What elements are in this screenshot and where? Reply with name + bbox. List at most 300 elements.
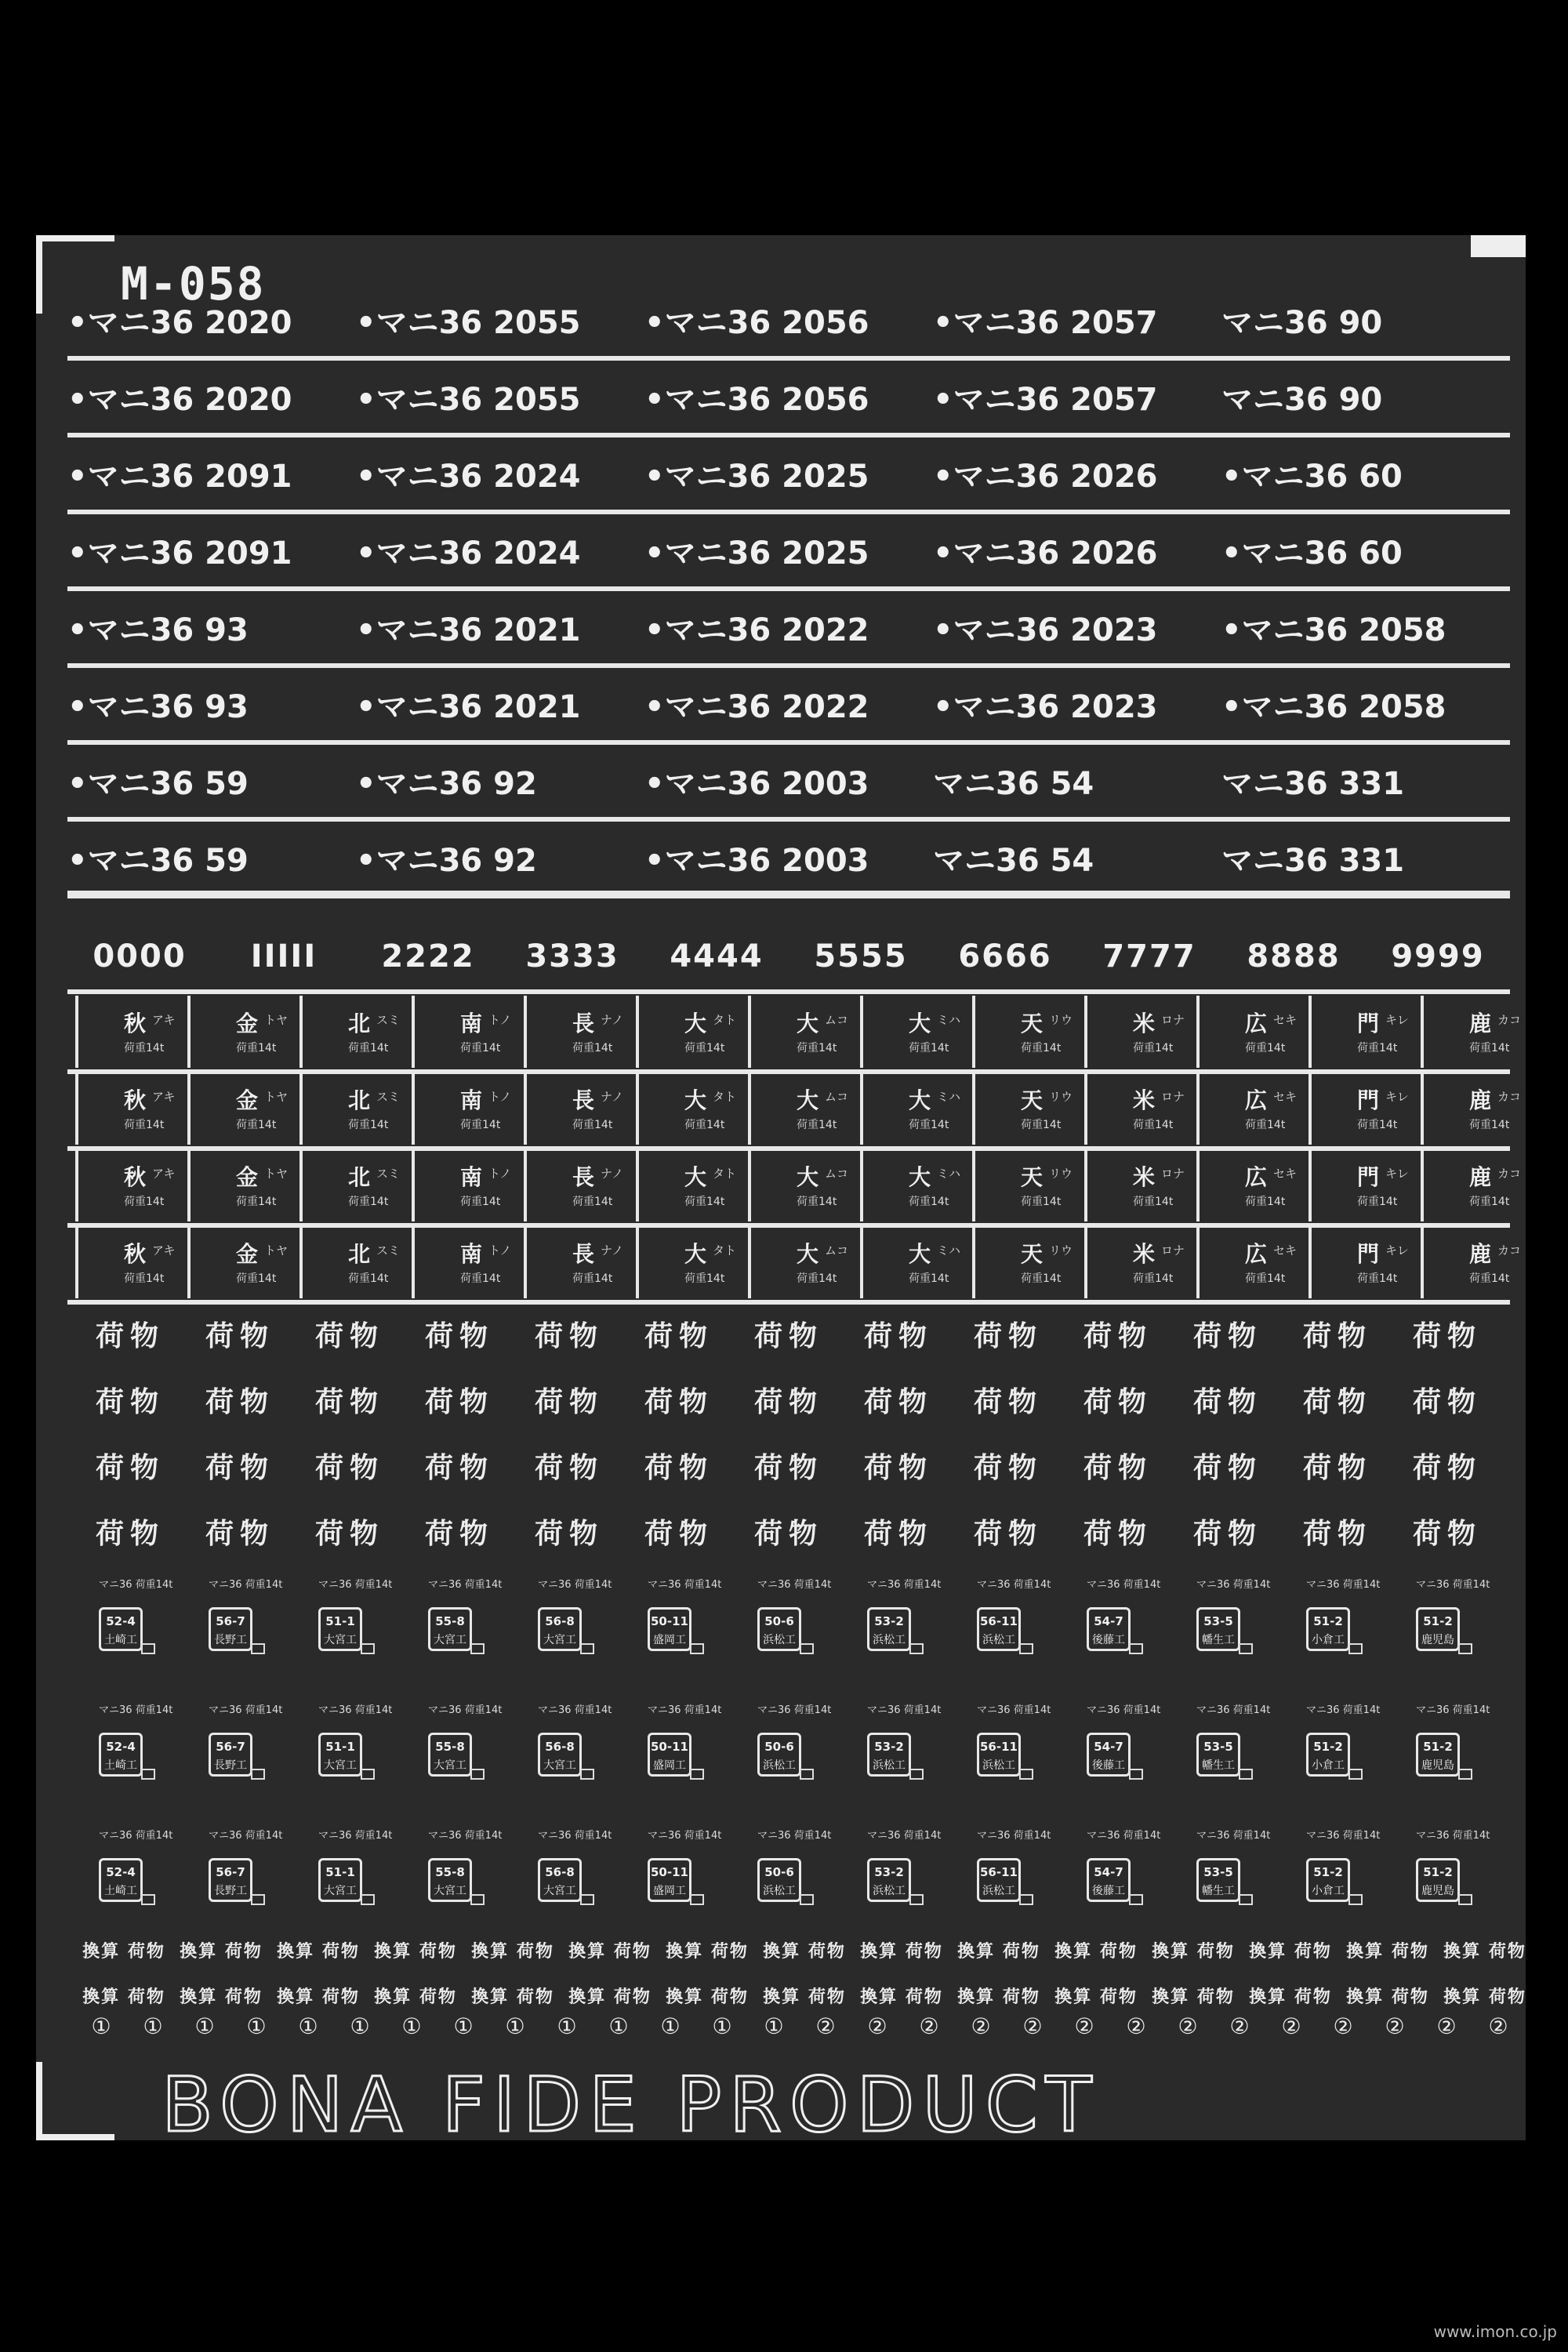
- plate-header: マニ36 荷重14t: [1196, 1579, 1271, 1591]
- plate-maker: 小倉工: [1312, 1759, 1345, 1772]
- plate-tag: [800, 1894, 814, 1905]
- circle-number: ①: [298, 2013, 318, 2039]
- depot-kana: トヤ: [264, 1090, 289, 1104]
- plate-frame: [867, 1858, 911, 1902]
- depot-kana: ナノ: [601, 1090, 623, 1104]
- plate-tag: [1458, 1769, 1472, 1780]
- separator-line: [67, 1300, 1510, 1305]
- builder-plate: [624, 1701, 734, 1795]
- cargo-label: 荷物: [1083, 1320, 1152, 1352]
- plate-tag: [1129, 1894, 1143, 1905]
- depot-kana: ムコ: [825, 1243, 849, 1258]
- car-number: •マニ36 2058: [1221, 689, 1446, 725]
- depot-kana: ロナ: [1161, 1167, 1185, 1181]
- separator-line: [67, 740, 1510, 745]
- plate-maker: 長野工: [214, 1634, 247, 1646]
- plate-tag: [1129, 1769, 1143, 1780]
- builder-plate: [1392, 1827, 1502, 1921]
- plate-number: 50-6: [764, 1865, 794, 1879]
- number-row: [67, 365, 1510, 435]
- cargo-label: 荷物: [1302, 1320, 1372, 1352]
- circle-number: ②: [971, 2013, 991, 2039]
- brand-text: BONA FIDE PRODUCT: [162, 2061, 1100, 2149]
- plate-frame: [538, 1607, 582, 1651]
- depot-mark: [412, 996, 521, 1068]
- depot-name: 鹿: [1469, 1087, 1492, 1113]
- depot-load: 荷重14t: [460, 1042, 501, 1054]
- car-number: •マニ36 2023: [933, 612, 1158, 648]
- depot-mark: [524, 996, 633, 1068]
- plate-number: 51-2: [1313, 1614, 1343, 1628]
- plate-number: 53-5: [1203, 1614, 1233, 1628]
- plate-tag: [1348, 1894, 1363, 1905]
- credit-text: www.imon.co.jp: [1433, 2322, 1557, 2341]
- circle-number: ①: [764, 2013, 784, 2039]
- depot-mark: [860, 996, 969, 1068]
- circle-number: ①: [246, 2013, 267, 2039]
- plate-maker: 後藤工: [1092, 1634, 1125, 1646]
- plate-tag: [1458, 1643, 1472, 1654]
- depot-load: 荷重14t: [797, 1272, 837, 1285]
- plate-maker: 鹿児島: [1421, 1885, 1454, 1897]
- plate-tag: [470, 1769, 485, 1780]
- depot-load: 荷重14t: [1021, 1042, 1062, 1054]
- plate-maker: 後藤工: [1092, 1885, 1125, 1897]
- depot-load: 荷重14t: [124, 1042, 165, 1054]
- cargo-label: 荷物: [314, 1386, 384, 1418]
- depot-load: 荷重14t: [1357, 1196, 1398, 1208]
- depot-load: 荷重14t: [1133, 1272, 1174, 1285]
- car-number: •マニ36 2021: [356, 689, 581, 725]
- plate-frame: [648, 1858, 691, 1902]
- depot-name: 秋: [124, 1241, 147, 1267]
- plate-number: 51-1: [325, 1740, 355, 1754]
- plate-header: マニ36 荷重14t: [1416, 1579, 1490, 1591]
- depot-mark: [412, 1149, 521, 1221]
- plate-maker: 浜松工: [763, 1885, 796, 1897]
- circle-number: ②: [1074, 2013, 1094, 2039]
- plate-number: 50-11: [651, 1865, 688, 1879]
- depot-kana: キレ: [1385, 1013, 1409, 1027]
- conversion-mark: 換算 荷物: [82, 1987, 165, 2007]
- plate-maker: 浜松工: [873, 1634, 906, 1646]
- conversion-mark: 換算 荷物: [374, 1942, 457, 1962]
- plate-number: 53-2: [874, 1614, 904, 1628]
- cargo-label: 荷物: [863, 1386, 933, 1418]
- plate-header: マニ36 荷重14t: [1196, 1830, 1271, 1842]
- depot-kana: トノ: [488, 1167, 512, 1181]
- plate-number: 54-7: [1094, 1740, 1123, 1754]
- cargo-label: 荷物: [314, 1452, 384, 1484]
- plate-maker: 小倉工: [1312, 1885, 1345, 1897]
- plate-frame: [648, 1733, 691, 1777]
- plate-maker: 浜松工: [982, 1759, 1015, 1772]
- circle-number: ②: [1126, 2013, 1146, 2039]
- plate-number: 55-8: [435, 1740, 465, 1754]
- depot-mark: [860, 1073, 969, 1145]
- circle-number: ①: [91, 2013, 111, 2039]
- depot-name: 天: [1021, 1241, 1044, 1267]
- car-number: •マニ36 2025: [644, 459, 869, 495]
- depot-mark: [1084, 996, 1193, 1068]
- plate-maker: 浜松工: [873, 1885, 906, 1897]
- car-number: •マニ36 2026: [933, 535, 1158, 572]
- depot-kana: アキ: [152, 1013, 176, 1027]
- plate-header: マニ36 荷重14t: [977, 1830, 1051, 1842]
- plate-number: 56-11: [980, 1865, 1018, 1879]
- conversion-mark: 換算 荷物: [763, 1942, 846, 1962]
- plate-row: [75, 1827, 1534, 1921]
- depot-mark: [1084, 1149, 1193, 1221]
- digit-group: 8888: [1247, 938, 1341, 975]
- builder-plate: [514, 1701, 624, 1795]
- cargo-label: 荷物: [1412, 1386, 1482, 1418]
- circle-number: ②: [919, 2013, 939, 2039]
- cargo-label: 荷物: [1412, 1452, 1482, 1484]
- conversion-mark: 換算 荷物: [1152, 1942, 1235, 1962]
- conversion-mark: 換算 荷物: [471, 1987, 554, 2007]
- plate-header: マニ36 荷重14t: [1196, 1704, 1271, 1716]
- cargo-row: [75, 1441, 1534, 1496]
- cargo-label: 荷物: [973, 1518, 1043, 1550]
- depot-load: 荷重14t: [348, 1042, 389, 1054]
- cargo-label: 荷物: [1083, 1518, 1152, 1550]
- plate-frame: [1087, 1607, 1131, 1651]
- plate-tag: [141, 1643, 155, 1654]
- car-number: •マニ36 59: [67, 766, 249, 802]
- plate-maker: 浜松工: [982, 1885, 1015, 1897]
- depot-mark: [748, 1073, 857, 1145]
- plate-number: 52-4: [106, 1740, 136, 1754]
- depot-name: 大: [909, 1241, 931, 1267]
- sheet-code: M-058: [121, 257, 266, 310]
- cargo-label: 荷物: [95, 1452, 165, 1484]
- car-number: •マニ36 2020: [67, 382, 292, 418]
- depot-name: 南: [460, 1011, 483, 1036]
- depot-name: 門: [1357, 1087, 1380, 1113]
- plate-maker: 大宮工: [434, 1885, 466, 1897]
- plate-header: マニ36 荷重14t: [1306, 1704, 1381, 1716]
- depot-kana: カコ: [1497, 1243, 1522, 1258]
- depot-kana: カコ: [1497, 1013, 1522, 1027]
- conversion-mark: 換算 荷物: [957, 1942, 1040, 1962]
- circle-mark-row: [75, 2007, 1534, 2046]
- car-number: •マニ36 2056: [644, 382, 869, 418]
- number-row: [67, 672, 1510, 742]
- plate-number: 52-4: [106, 1614, 136, 1628]
- circle-number: ②: [1022, 2013, 1043, 2039]
- builder-plate: [1283, 1827, 1392, 1921]
- separator-line: [67, 663, 1510, 668]
- depot-load: 荷重14t: [572, 1196, 613, 1208]
- depot-name: 北: [348, 1241, 371, 1267]
- plate-maker: 盛岡工: [653, 1759, 686, 1772]
- plate-header: マニ36 荷重14t: [538, 1579, 612, 1591]
- conversion-mark: 換算 荷物: [1443, 1942, 1526, 1962]
- separator-line: [67, 586, 1510, 591]
- builder-plate: [185, 1701, 295, 1795]
- plate-number: 53-5: [1203, 1740, 1233, 1754]
- depot-kana: キレ: [1385, 1243, 1409, 1258]
- car-number: •マニ36 2091: [67, 535, 292, 572]
- depot-kana: ナノ: [601, 1167, 623, 1181]
- car-number: •マニ36 2055: [356, 305, 581, 341]
- car-number: •マニ36 60: [1221, 535, 1403, 572]
- conversion-mark: 換算 荷物: [860, 1987, 943, 2007]
- depot-mark: [1308, 1226, 1417, 1298]
- cargo-label: 荷物: [424, 1452, 494, 1484]
- circle-number: ②: [815, 2013, 836, 2039]
- depot-mark: [636, 996, 745, 1068]
- plate-number: 50-11: [651, 1614, 688, 1628]
- plate-tag: [361, 1894, 375, 1905]
- builder-plate: [75, 1827, 185, 1921]
- depot-name: 北: [348, 1164, 371, 1190]
- plate-frame: [209, 1607, 252, 1651]
- plate-header: マニ36 荷重14t: [757, 1704, 832, 1716]
- plate-maker: 大宮工: [543, 1885, 576, 1897]
- plate-maker: 大宮工: [434, 1634, 466, 1646]
- plate-number: 54-7: [1094, 1614, 1123, 1628]
- builder-plate: [953, 1827, 1063, 1921]
- cargo-label: 荷物: [95, 1518, 165, 1550]
- conversion-mark: 換算 荷物: [860, 1942, 943, 1962]
- number-row: [67, 595, 1510, 666]
- depot-name: 大: [797, 1087, 819, 1113]
- conversion-mark: 換算 荷物: [568, 1987, 652, 2007]
- depot-kana: リウ: [1049, 1243, 1073, 1258]
- plate-frame: [428, 1607, 472, 1651]
- builder-plate: [953, 1701, 1063, 1795]
- plate-header: マニ36 荷重14t: [648, 1704, 722, 1716]
- cargo-label: 荷物: [1302, 1518, 1372, 1550]
- plate-frame: [1087, 1858, 1131, 1902]
- plate-header: マニ36 荷重14t: [757, 1830, 832, 1842]
- plate-maker: 長野工: [214, 1885, 247, 1897]
- cargo-label: 荷物: [753, 1386, 823, 1418]
- plate-tag: [1019, 1643, 1033, 1654]
- car-number: •マニ36 2022: [644, 612, 869, 648]
- car-number: マニ36 331: [1221, 766, 1405, 802]
- plate-tag: [1348, 1643, 1363, 1654]
- depot-mark: [187, 1226, 296, 1298]
- digit-row: [67, 925, 1510, 988]
- plate-maker: 浜松工: [982, 1634, 1015, 1646]
- car-number: •マニ36 2058: [1221, 612, 1446, 648]
- depot-name: 広: [1245, 1241, 1268, 1267]
- plate-tag: [1239, 1894, 1253, 1905]
- plate-tag: [141, 1894, 155, 1905]
- plate-header: マニ36 荷重14t: [867, 1579, 942, 1591]
- depot-load: 荷重14t: [1245, 1196, 1286, 1208]
- plate-header: マニ36 荷重14t: [977, 1579, 1051, 1591]
- plate-frame: [428, 1733, 472, 1777]
- depot-kana: キレ: [1385, 1090, 1409, 1104]
- plate-tag: [690, 1643, 704, 1654]
- depot-kana: アキ: [152, 1090, 176, 1104]
- car-number: •マニ36 2056: [644, 305, 869, 341]
- depot-load: 荷重14t: [572, 1119, 613, 1131]
- builder-plate: [1392, 1576, 1502, 1670]
- digit-group: 5555: [814, 938, 908, 975]
- depot-mark: [412, 1226, 521, 1298]
- plate-number: 54-7: [1094, 1865, 1123, 1879]
- depot-kana: ムコ: [825, 1013, 849, 1027]
- plate-frame: [1306, 1858, 1350, 1902]
- separator-line: [67, 817, 1510, 822]
- digit-group: 9999: [1391, 938, 1485, 975]
- depot-mark: [748, 996, 857, 1068]
- depot-kana: タト: [713, 1013, 737, 1027]
- plate-tag: [580, 1643, 594, 1654]
- plate-tag: [909, 1894, 924, 1905]
- builder-plate: [1283, 1576, 1392, 1670]
- car-number: マニ36 90: [1221, 382, 1383, 418]
- builder-plate: [844, 1576, 953, 1670]
- depot-kana: トノ: [488, 1243, 512, 1258]
- plate-number: 53-2: [874, 1865, 904, 1879]
- circle-number: ②: [867, 2013, 887, 2039]
- plate-header: マニ36 荷重14t: [428, 1579, 503, 1591]
- plate-tag: [1129, 1643, 1143, 1654]
- depot-load: 荷重14t: [348, 1119, 389, 1131]
- cargo-label: 荷物: [644, 1518, 713, 1550]
- plate-tag: [580, 1894, 594, 1905]
- depot-kana: リウ: [1049, 1013, 1073, 1027]
- plate-number: 51-1: [325, 1614, 355, 1628]
- builder-plate: [1283, 1701, 1392, 1795]
- plate-number: 53-5: [1203, 1865, 1233, 1879]
- depot-load: 荷重14t: [1133, 1196, 1174, 1208]
- circle-number: ②: [1333, 2013, 1353, 2039]
- corner-mark-bottom-left-v: [36, 2062, 42, 2140]
- number-row: [67, 288, 1510, 358]
- plate-tag: [580, 1769, 594, 1780]
- conversion-mark: 換算 荷物: [1249, 1987, 1332, 2007]
- plate-maker: 鹿児島: [1421, 1634, 1454, 1646]
- plate-maker: 浜松工: [763, 1759, 796, 1772]
- cargo-label: 荷物: [1412, 1518, 1482, 1550]
- depot-mark: [1421, 996, 1530, 1068]
- depot-load: 荷重14t: [1469, 1119, 1510, 1131]
- plate-frame: [648, 1607, 691, 1651]
- plate-number: 51-2: [1423, 1865, 1453, 1879]
- depot-load: 荷重14t: [572, 1272, 613, 1285]
- depot-name: 長: [572, 1164, 595, 1190]
- separator-line: [67, 989, 1510, 994]
- plate-maker: 土崎工: [104, 1759, 137, 1772]
- digit-group: 7777: [1102, 938, 1196, 975]
- digit-group: 3333: [525, 938, 619, 975]
- builder-plate: [185, 1576, 295, 1670]
- depot-kana: キレ: [1385, 1167, 1409, 1181]
- plate-header: マニ36 荷重14t: [1306, 1579, 1381, 1591]
- plate-frame: [538, 1858, 582, 1902]
- conversion-mark: 換算 荷物: [763, 1987, 846, 2007]
- plate-tag: [361, 1769, 375, 1780]
- plate-tag: [800, 1769, 814, 1780]
- car-number: •マニ36 93: [67, 689, 249, 725]
- cargo-label: 荷物: [534, 1386, 604, 1418]
- number-row: [67, 749, 1510, 819]
- depot-mark: [972, 996, 1081, 1068]
- depot-load: 荷重14t: [236, 1119, 277, 1131]
- builder-plate: [75, 1576, 185, 1670]
- plate-frame: [757, 1858, 801, 1902]
- depot-mark: [1084, 1226, 1193, 1298]
- conversion-mark: 換算 荷物: [1152, 1987, 1235, 2007]
- depot-mark: [187, 996, 296, 1068]
- depot-mark: [1196, 1226, 1305, 1298]
- plate-maker: 大宮工: [324, 1759, 357, 1772]
- plate-header: マニ36 荷重14t: [318, 1830, 393, 1842]
- car-number: •マニ36 2021: [356, 612, 581, 648]
- cargo-label: 荷物: [314, 1518, 384, 1550]
- depot-mark: [860, 1149, 969, 1221]
- depot-kana: ミハ: [937, 1167, 961, 1181]
- plate-tag: [470, 1643, 485, 1654]
- builder-plate: [295, 1701, 405, 1795]
- depot-mark: [1421, 1226, 1530, 1298]
- plate-maker: 幡生工: [1202, 1885, 1235, 1897]
- number-row: [67, 826, 1510, 896]
- depot-kana: ミハ: [937, 1090, 961, 1104]
- plate-header: マニ36 荷重14t: [99, 1704, 173, 1716]
- depot-load: 荷重14t: [909, 1042, 949, 1054]
- depot-load: 荷重14t: [684, 1196, 725, 1208]
- plate-frame: [1416, 1733, 1460, 1777]
- plate-number: 56-7: [216, 1614, 245, 1628]
- plate-frame: [1306, 1607, 1350, 1651]
- depot-load: 荷重14t: [236, 1196, 277, 1208]
- plate-frame: [99, 1733, 143, 1777]
- depot-kana: ロナ: [1161, 1090, 1185, 1104]
- cargo-label: 荷物: [1412, 1320, 1482, 1352]
- depot-name: 金: [236, 1087, 259, 1113]
- depot-name: 長: [572, 1087, 595, 1113]
- cargo-row: [75, 1507, 1534, 1562]
- depot-load: 荷重14t: [1245, 1119, 1286, 1131]
- depot-name: 広: [1245, 1087, 1268, 1113]
- number-row: [67, 441, 1510, 512]
- plate-maker: 大宮工: [434, 1759, 466, 1772]
- depot-mark: [524, 1149, 633, 1221]
- depot-name: 米: [1133, 1241, 1156, 1267]
- plate-frame: [1087, 1733, 1131, 1777]
- circle-number: ①: [350, 2013, 370, 2039]
- depot-load: 荷重14t: [124, 1119, 165, 1131]
- depot-row: [75, 1226, 1534, 1298]
- plate-maker: 小倉工: [1312, 1634, 1345, 1646]
- builder-plate: [1063, 1701, 1173, 1795]
- cargo-label: 荷物: [205, 1386, 274, 1418]
- cargo-label: 荷物: [424, 1518, 494, 1550]
- depot-name: 南: [460, 1164, 483, 1190]
- depot-name: 門: [1357, 1164, 1380, 1190]
- depot-kana: ムコ: [825, 1167, 849, 1181]
- depot-mark: [972, 1226, 1081, 1298]
- corner-mark-top-right: [1471, 235, 1526, 257]
- depot-name: 金: [236, 1011, 259, 1036]
- depot-kana: セキ: [1273, 1013, 1298, 1027]
- car-number: •マニ36 2025: [644, 535, 869, 572]
- car-number: •マニ36 2026: [933, 459, 1158, 495]
- plate-maker: 鹿児島: [1421, 1759, 1454, 1772]
- depot-load: 荷重14t: [1357, 1119, 1398, 1131]
- cargo-label: 荷物: [1192, 1386, 1262, 1418]
- depot-mark: [1308, 1073, 1417, 1145]
- depot-mark: [524, 1226, 633, 1298]
